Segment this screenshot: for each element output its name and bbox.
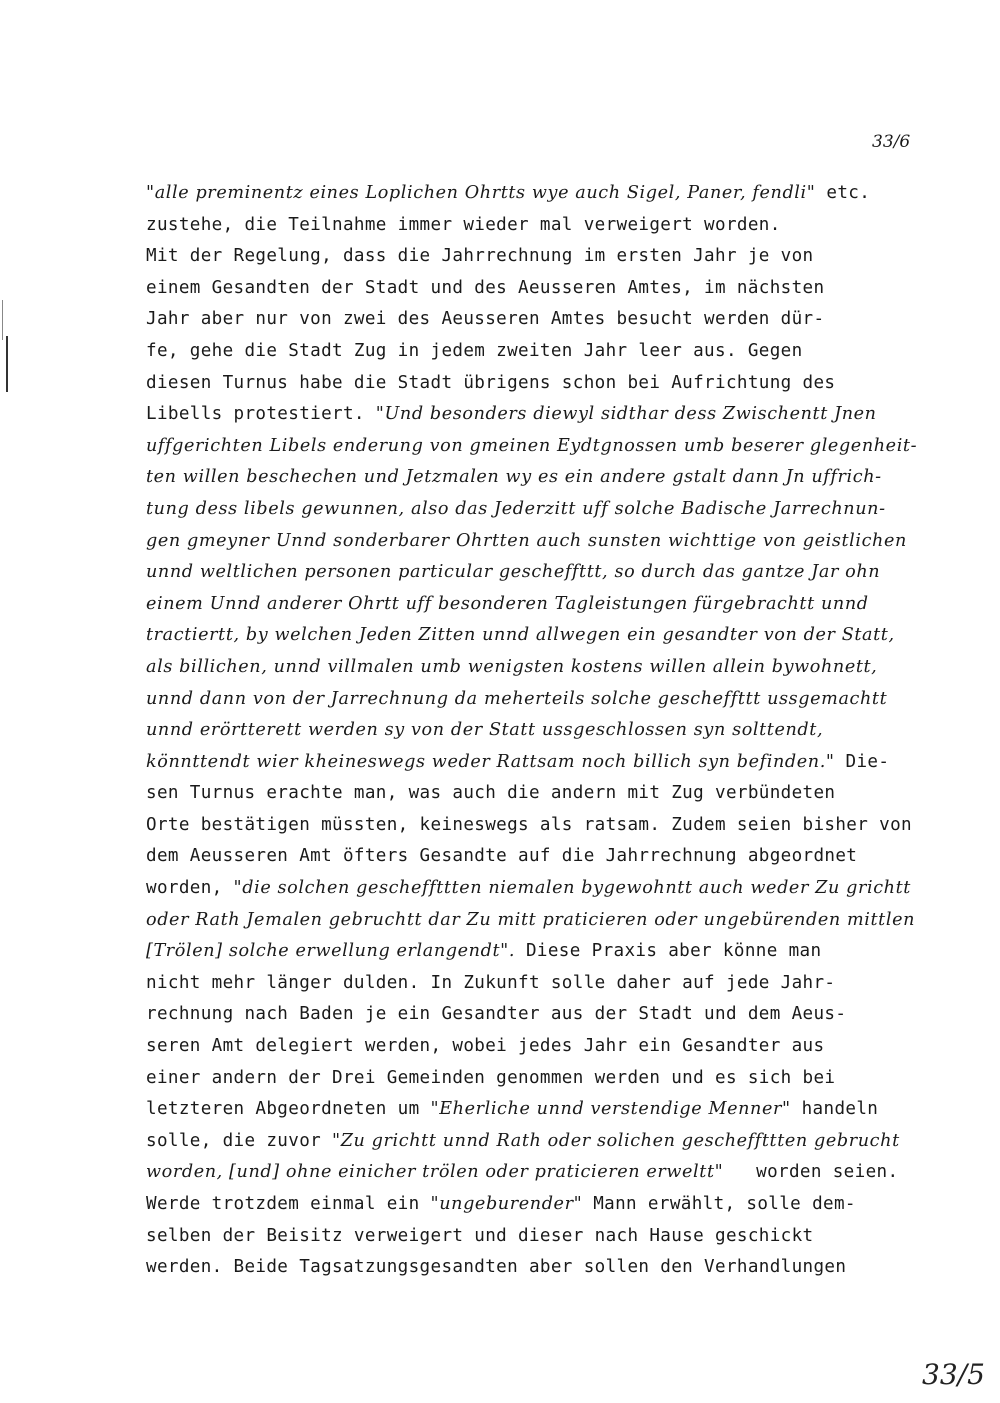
text-line <box>146 1063 946 1095</box>
body-text-segment: Mit der Regelung, dass die Jahrrechnung im ersten Jahr je von <box>146 246 814 267</box>
text-line <box>146 810 946 842</box>
text-line <box>146 841 946 873</box>
quoted-text: gen gmeyner Unnd sonderbarer Ohrtten auch sunsten wichttige von geistlichen <box>146 530 907 551</box>
text-line <box>146 905 946 937</box>
body-text-segment: Libells protestiert. <box>146 404 376 425</box>
text-line <box>146 241 946 273</box>
body-text-segment: Orte bestätigen müssten, keineswegs als ratsam. Zudem seien bisher von <box>146 814 912 835</box>
body-text-segment: seren Amt delegiert werden, wobei jedes Jahr ein Gesandter aus <box>146 1036 825 1057</box>
margin-bracket-mark <box>6 336 11 392</box>
quoted-text: unnd weltlichen personen particular gescheffttt, so durch das gantze Jar ohn <box>146 562 881 583</box>
body-text-segment: einem Gesandten der Stadt und des Aeusseren Amtes, im nächsten <box>146 277 825 298</box>
text-line <box>146 368 946 400</box>
quoted-text: "die solchen gescheffttten niemalen bygewohntt auch weder Zu grichtt <box>233 878 911 899</box>
body-text-segment: nicht mehr länger dulden. In Zukunft solle daher auf jede Jahr- <box>146 972 836 993</box>
quoted-text: einem Unnd anderer Ohrtt uff besonderen Tagleistungen fürgebrachtt unnd <box>146 593 869 614</box>
text-line <box>146 304 946 336</box>
text-line <box>146 526 946 558</box>
quoted-text: worden, [und] ohne einicher trölen oder praticieren erweltt" <box>146 1162 724 1183</box>
document-body <box>146 178 946 1284</box>
text-line <box>146 715 946 747</box>
text-line <box>146 1031 946 1063</box>
quoted-text: oder Rath Jemalen gebruchtt dar Zu mitt praticieren oder ungebürenden mittlen <box>146 909 916 930</box>
text-line <box>146 1189 946 1221</box>
page-number: 33/6 <box>872 132 911 152</box>
body-text-segment: solle, die zuvor <box>146 1130 333 1151</box>
body-text-segment: letzteren Abgeordneten um <box>146 1099 431 1120</box>
text-line <box>146 557 946 589</box>
text-line <box>146 778 946 810</box>
body-text-segment: werden. Beide Tagsatzungsgesandten aber sollen den Verhandlungen <box>146 1257 847 1278</box>
folio-number: 33/5 <box>922 1358 985 1391</box>
quoted-text: "ungeburender" <box>430 1194 583 1214</box>
quoted-text: unnd erörtterett werden sy von der Statt ussgeschlossen syn solttendt, <box>146 720 824 741</box>
text-line <box>146 747 946 779</box>
body-text-segment: Jahr aber nur von zwei des Aeusseren Amtes besucht werden dür- <box>146 309 825 330</box>
body-text-segment: rechnung nach Baden je ein Gesandter aus der Stadt und dem Aeus- <box>146 1004 847 1025</box>
text-line <box>146 999 946 1031</box>
text-line <box>146 1126 946 1158</box>
body-text-segment: Mann erwählt, solle dem- <box>582 1194 856 1214</box>
quoted-text: "Zu grichtt unnd Rath oder solichen gescheffttten gebrucht <box>332 1130 900 1151</box>
quoted-text: ten willen beschechen und Jetzmalen wy es ein andere gstalt dann Jn uffrich- <box>146 467 882 488</box>
body-text-segment: fe, gehe die Stadt Zug in jedem zweiten Jahr leer aus. Gegen <box>146 340 803 361</box>
body-text-segment: worden, <box>146 878 234 899</box>
text-line <box>146 1157 946 1189</box>
text-line <box>146 178 946 210</box>
quoted-text: "Und besonders diewyl sidthar dess Zwischentt Jnen <box>375 404 877 425</box>
text-line <box>146 684 946 716</box>
body-text-segment: etc. <box>815 183 871 203</box>
text-line <box>146 873 946 905</box>
text-line <box>146 399 946 431</box>
body-text-segment: diesen Turnus habe die Stadt übrigens schon bei Aufrichtung des <box>146 372 836 393</box>
body-text-segment: handeln <box>790 1099 879 1120</box>
margin-mark <box>2 300 5 340</box>
quoted-text: uffgerichten Libels enderung von gmeinen Eydtgnossen umb beserer glegenheit- <box>146 435 918 456</box>
body-text-segment: Die- <box>834 751 890 772</box>
quoted-text: tractiertt, by welchen Jeden Zitten unnd allwegen ein gesandter von der Statt, <box>146 625 895 646</box>
text-line <box>146 620 946 652</box>
body-text-segment: worden seien. <box>723 1162 899 1183</box>
text-line <box>146 1221 946 1253</box>
text-line <box>146 462 946 494</box>
text-line <box>146 431 946 463</box>
body-text-segment: selben der Beisitz verweigert und dieser nach Hause geschickt <box>146 1225 814 1246</box>
text-line <box>146 589 946 621</box>
body-text-segment: Diese Praxis aber könne man <box>515 941 822 962</box>
text-line <box>146 494 946 526</box>
text-line <box>146 336 946 368</box>
body-text-segment: dem Aeusseren Amt öfters Gesandte auf die Jahrrechnung abgeordnet <box>146 846 858 867</box>
quoted-text: könnttendt wier kheineswegs weder Rattsam noch billich syn befinden." <box>146 751 835 772</box>
text-line <box>146 1252 946 1284</box>
quoted-text: [Trölen] solche erwellung erlangendt". <box>146 941 516 962</box>
quoted-text: "alle preminentz eines Loplichen Ohrtts wye auch Sigel, Paner, fendli" <box>146 183 816 203</box>
text-line <box>146 1094 946 1126</box>
body-text-segment: einer andern der Drei Gemeinden genommen werden und es sich bei <box>146 1067 836 1088</box>
quoted-text: tung dess libels gewunnen, also das Jederzitt uff solche Badische Jarrechnun- <box>146 498 886 519</box>
text-line <box>146 936 946 968</box>
quoted-text: unnd dann von der Jarrechnung da meherteils solche gescheffttt ussgemachtt <box>146 688 888 709</box>
text-line <box>146 652 946 684</box>
body-text-segment: sen Turnus erachte man, was auch die andern mit Zug verbündeten <box>146 783 836 804</box>
body-text-segment: zustehe, die Teilnahme immer wieder mal verweigert worden. <box>146 214 781 235</box>
body-text-segment: Werde trotzdem einmal ein <box>146 1194 431 1214</box>
text-line <box>146 273 946 305</box>
text-line <box>146 210 946 242</box>
text-line <box>146 968 946 1000</box>
quoted-text: "Eherliche unnd verstendige Menner" <box>430 1099 791 1120</box>
quoted-text: als billichen, unnd villmalen umb wenigsten kostens willen allein bywohnett, <box>146 656 878 677</box>
